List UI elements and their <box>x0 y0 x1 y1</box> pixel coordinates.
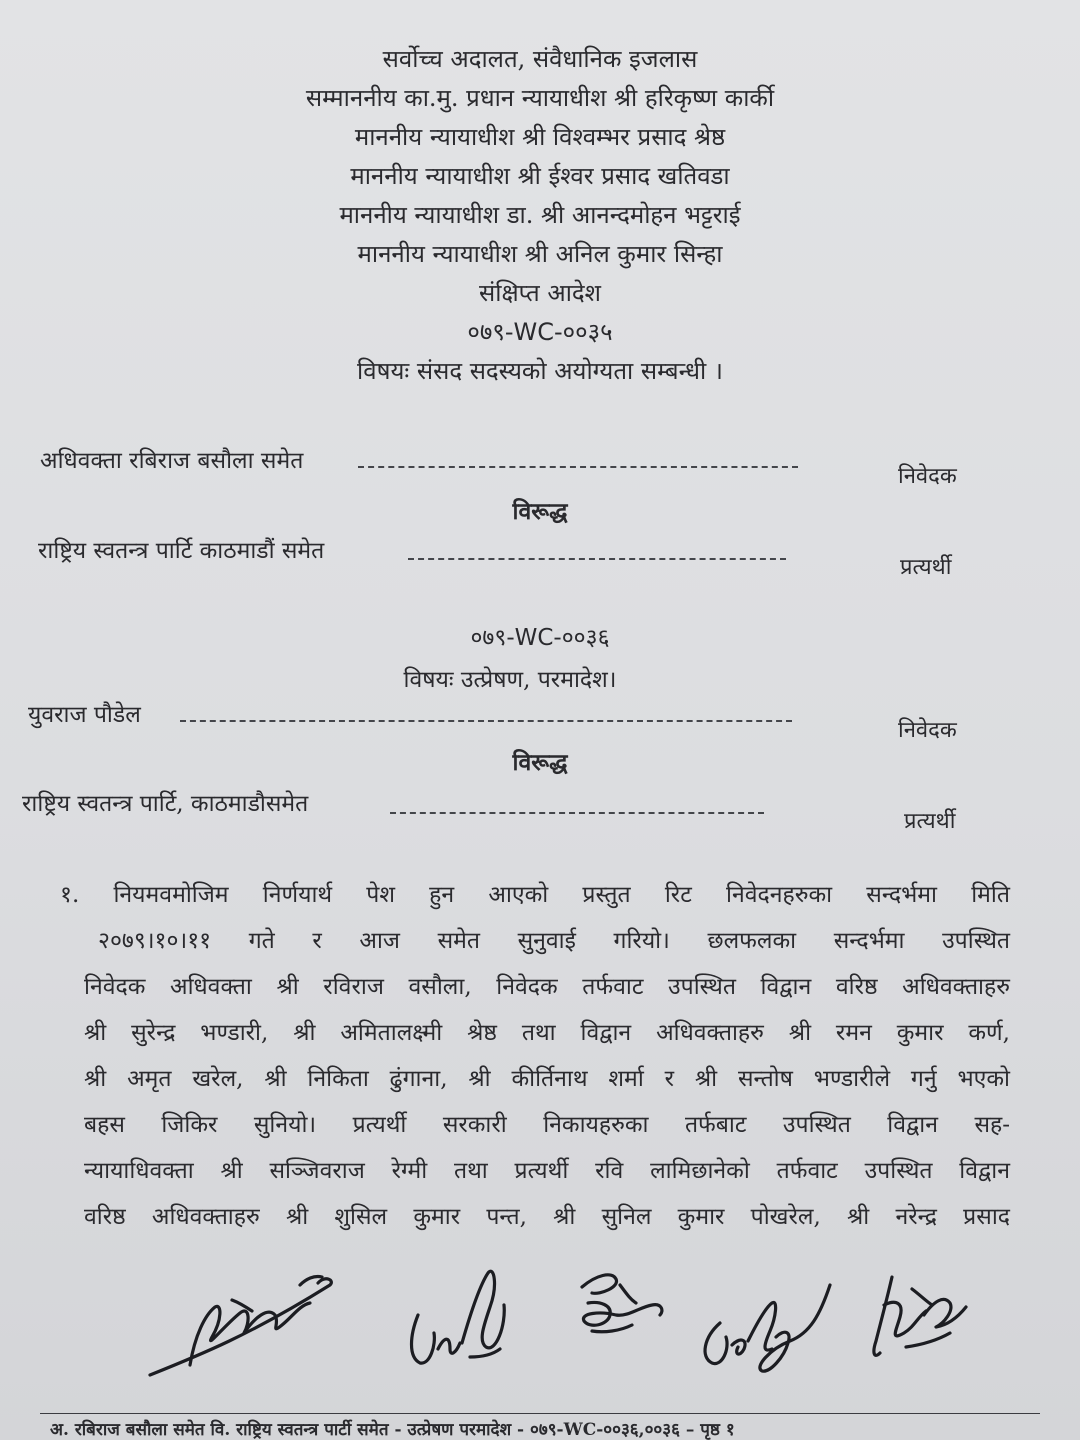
case1-respondent-role: प्रत्यर्थी <box>900 555 952 580</box>
order-paragraph-1 <box>60 872 1010 1240</box>
case1-versus: विरूद्ध <box>512 498 568 525</box>
footer-divider <box>40 1413 1040 1414</box>
case1-respondent-leader <box>408 558 786 560</box>
paragraph-line: वरिष्ठ अधिवक्ताहरु श्री शुसिल कुमार पन्त, श्री सुनिल कुमार पोखरेल, श्री नरेन्द्र प्रसाद <box>84 1204 1010 1230</box>
paragraph-line: निवेदक अधिवक्ता श्री रविराज वसौला, निवेदक तर्फवाट उपस्थित विद्वान वरिष्ठ अधिवक्ताहरु <box>84 974 1010 1000</box>
paragraph-line: न्यायाधिवक्ता श्री सञ्जिवराज रेग्मी तथा प्रत्यर्थी रवि लामिछानेको तर्फवाट उपस्थित विद्वान <box>84 1158 1010 1184</box>
order-header <box>0 40 1080 391</box>
case1-petitioner-leader <box>358 466 798 468</box>
paragraph-line: २०७९।१०।११ गते र आज समेत सुनुवाई गरियो। छलफलका सन्दर्भमा उपस्थित <box>98 928 1010 954</box>
case2-versus: विरूद्ध <box>512 749 568 776</box>
case2-petitioner: युवराज पौडेल <box>28 702 141 728</box>
judge-line-4: माननीय न्यायाधीश डा. श्री आनन्दमोहन भट्टराई <box>339 201 741 229</box>
case2-subject: विषयः उत्प्रेषण, परमादेश। <box>403 667 617 693</box>
case2-respondent-role: प्रत्यर्थी <box>904 809 956 834</box>
case1-number: ०७९-WC-००३५ <box>467 318 613 346</box>
judge-line-3: माननीय न्यायाधीश श्री ईश्वर प्रसाद खतिवडा <box>350 162 730 190</box>
judge-line-2: माननीय न्यायाधीश श्री विश्वम्भर प्रसाद श्रेष्ठ <box>354 123 726 151</box>
case1-respondent: राष्ट्रिय स्वतन्त्र पार्टि काठमाडौं समेत <box>38 538 325 564</box>
signature-2 <box>412 1271 505 1363</box>
paragraph-line: १. नियमवमोजिम निर्णयार्थ पेश हुन आएको प्रस्तुत रिट निवेदनहरुका सन्दर्भमा मिति <box>60 882 1010 908</box>
paragraph-line: बहस जिकिर सुनियो। प्रत्यर्थी सरकारी निकायहरुका तर्फबाट उपस्थित विद्वान सह- <box>84 1112 1010 1138</box>
judges-signatures <box>0 1245 1080 1395</box>
case1-subject: विषयः संसद सदस्यको अयोग्यता सम्बन्धी । <box>357 357 723 385</box>
signature-5 <box>874 1277 966 1355</box>
signature-1 <box>150 1276 331 1375</box>
page-footer: अ. रबिराज बसौला समेत वि. राष्ट्रिय स्वतन्त्र पार्टी समेत - उत्प्रेषण परमादेश - ०७९-WC-००३६,००३६ – पृष्ठ १ <box>50 1420 735 1440</box>
court-name: सर्वोच्च अदालत, संवैधानिक इजलास <box>382 45 698 73</box>
judge-line-5: माननीय न्यायाधीश श्री अनिल कुमार सिन्हा <box>357 240 723 268</box>
order-type: संक्षिप्त आदेश <box>479 279 601 307</box>
case2-petitioner-role: निवेदक <box>898 718 957 743</box>
paragraph-line: श्री सुरेन्द्र भण्डारी, श्री अमितालक्ष्मी श्रेष्ठ तथा विद्वान अधिवक्ताहरु श्री रमन कुमार कर्ण, <box>84 1020 1010 1046</box>
case2-number: ०७९-WC-००३६ <box>470 625 610 651</box>
case1-petitioner: अधिवक्ता रबिराज बसौला समेत <box>40 448 304 474</box>
case2-respondent-leader <box>390 812 764 814</box>
case2-petitioner-leader <box>180 720 792 722</box>
case1-petitioner-role: निवेदक <box>898 464 957 489</box>
signature-4 <box>705 1285 830 1371</box>
paragraph-line: श्री अमृत खरेल, श्री निकिता ढुंगाना, श्री कीर्तिनाथ शर्मा र श्री सन्तोष भण्डारीले गर्नु भएको <box>84 1066 1010 1092</box>
case2-respondent: राष्ट्रिय स्वतन्त्र पार्टि, काठमाडौसमेत <box>22 791 309 817</box>
judge-line-1: सम्माननीय का.मु. प्रधान न्यायाधीश श्री हरिकृष्ण कार्की <box>305 84 775 112</box>
signature-3 <box>582 1275 662 1332</box>
